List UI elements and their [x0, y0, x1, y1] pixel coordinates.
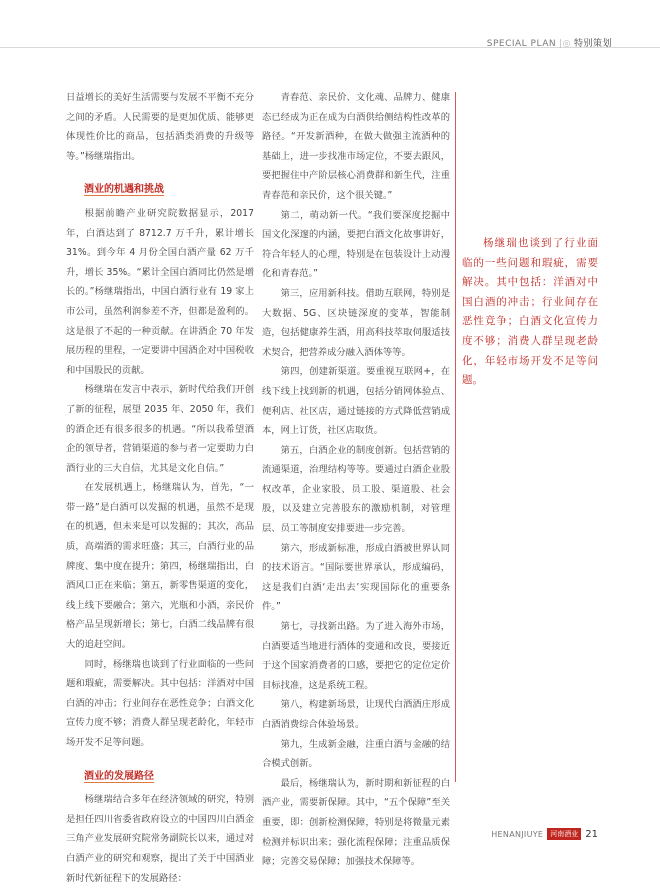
section-label-en: SPECIAL PLAN [486, 39, 557, 49]
paragraph: 第四，创建新渠道。要重视互联网+，在线下线上找到新的机遇，包括分销网体验点、便利店、社区店，通过链接的方式降低营销成本，网上订货，社区店取货。 [262, 366, 450, 437]
paragraph: 第三，应用新科技。借助互联网，特别是大数据、5G、区块链深度的变革，智能制造，包括健康养生酒，用高科技萃取伺服适技术契合，把营养成分融入酒体等等。 [262, 287, 450, 358]
paragraph: 第二，萌动新一代。“我们要深度挖掘中国文化深邃的内涵，要把白酒文化故事讲好，符合年轻人的心理，特别是在包装设计上动漫化和青春范。” [262, 209, 450, 280]
paragraph: 根据前瞻产业研究院数据显示，2017 年，白酒达到了 8712.7 万千升，累计增长 31%。到今年 4 月份全国白酒产量 62 万千升，增长 35%。“累计全国白酒同比仍然是增长的。”杨继瑞指出，中国白酒行业有 19 家上市公司，虽然利润参差不齐，但都是盈利的。这是很了不起的一种贡献。在讲酒企 70 年发展历程的里程，一定要讲中国酒企对中国税收和中国股民的贡献。 [66, 207, 254, 376]
paragraph: 同时，杨继瑞也谈到了行业面临的一些问题和瑕疵，需要解决。其中包括：洋酒对中国白酒的冲击；行业间存在恶性竞争；白酒文化宣传力度不够；消费人群呈现老龄化，年轻市场开发不足等问题。 [66, 658, 254, 748]
paragraph: 在发展机遇上，杨继瑞认为，首先，“一带一路”是白酒可以发掘的机遇，虽然不是现在的机遇，但未来是可以发掘的；其次，高品质，高端酒的需求旺盛；其三，白酒行业的品牌度、集中度在提升；第四，杨继瑞指出，白酒风口正在来临；第五，新零售渠道的变化，线上线下要融合；第六，光瓶和小酒，亲民价格产品呈现新增长；第七，白酒二线品牌有很大的追赶空间。 [66, 482, 254, 651]
pullquote-divider [455, 92, 456, 782]
paragraph: 第八，构建新场景，让现代白酒酒庄形成白酒消费综合体验场景。 [262, 699, 450, 730]
section-heading-development-path: 酒业的发展路径 [84, 770, 154, 782]
magazine-name: HENANJIUYE [491, 829, 544, 839]
article-column-middle [262, 88, 450, 872]
paragraph: 第九，生成新金融，注重白酒与金融的结合模式创新。 [262, 738, 450, 770]
paragraph: 最后，杨继瑞认为，新时期和新征程的白酒产业，需要新保障。其中，“五个保障”至关重要，即：创新检测保障，特别是将微量元素检测并标识出来；强化流程保障；注重品质保障；完善交易保障；加强技术保障等。 [262, 777, 450, 868]
pull-quote-text: 杨继瑞也谈到了行业面临的一些问题和瑕疵，需要解决。其中包括：洋酒对中国白酒的冲击；行业间存在恶性竞争；白酒文化宣传力度不够；消费人群呈现老龄化，年轻市场开发不足等问题。 [462, 237, 598, 387]
section-label-cn: 特别策划 [573, 39, 612, 49]
paragraph: 杨继瑞在发言中表示，新时代给我们开创了新的征程，展望 2035 年、2050 年，我们的酒企还有很多很多的机遇。“所以我希望酒企的领导者，营销渠道的参与者一定要助力白酒行业的三大自信，尤其是文化自信。” [66, 384, 254, 474]
paragraph: 第七，寻找新出路。为了进入海外市场，白酒要适当地进行酒体的变通和改良，要接近于这个国家消费者的口感，要把它的定位定价目标找准，这是系统工程。 [262, 621, 450, 691]
paragraph: 第六，形成新标准，形成白酒被世界认同的技术语言。“国际要世界承认，形成编码，这是我们白酒‘走出去’实现国际化的重要条件。” [262, 542, 450, 613]
page-footer [491, 828, 598, 840]
page-number: 21 [585, 828, 598, 840]
paragraph: 第五，白酒企业的制度创新。包括营销的流通渠道，治理结构等等。要通过白酒企业股权改革，企业家股、员工股、渠道股、社会股，以及建立完善股东的激励机制，对管理层、员工等制度安排要进一步完善。 [262, 444, 450, 535]
header-divider: |◎ [559, 39, 571, 49]
paragraph: 杨继瑞结合多年在经济领域的研究，特别是担任四川省委省政府设立的中国四川白酒金三角产业发展研究院常务副院长以来，通过对白酒产业的研究和观察，提出了关于中国酒业新时代新征程下的发展路径： [66, 794, 254, 884]
magazine-badge: 河南酒业 [547, 828, 581, 840]
article-column-left [66, 88, 254, 888]
section-header [487, 36, 612, 49]
paragraph: 日益增长的美好生活需要与发展不平衡不充分之间的矛盾。人民需要的是更加优质、能够更体现性价比的商品，包括酒类消费的升级等等。”杨继瑞指出。 [66, 92, 254, 162]
paragraph: 青春范、亲民价、文化魂、品牌力、健康态已经成为正在成为白酒供给侧结构性改革的路径。“开发新酒种，在做大做强主流酒种的基础上，进一步找准市场定位，不要去跟风，要把握住中产阶层核心消费群和新生代，注重青春范和亲民价，这个很关键。” [262, 92, 450, 201]
pull-quote [462, 234, 598, 391]
section-heading-opportunities: 酒业的机遇和挑战 [84, 184, 164, 196]
